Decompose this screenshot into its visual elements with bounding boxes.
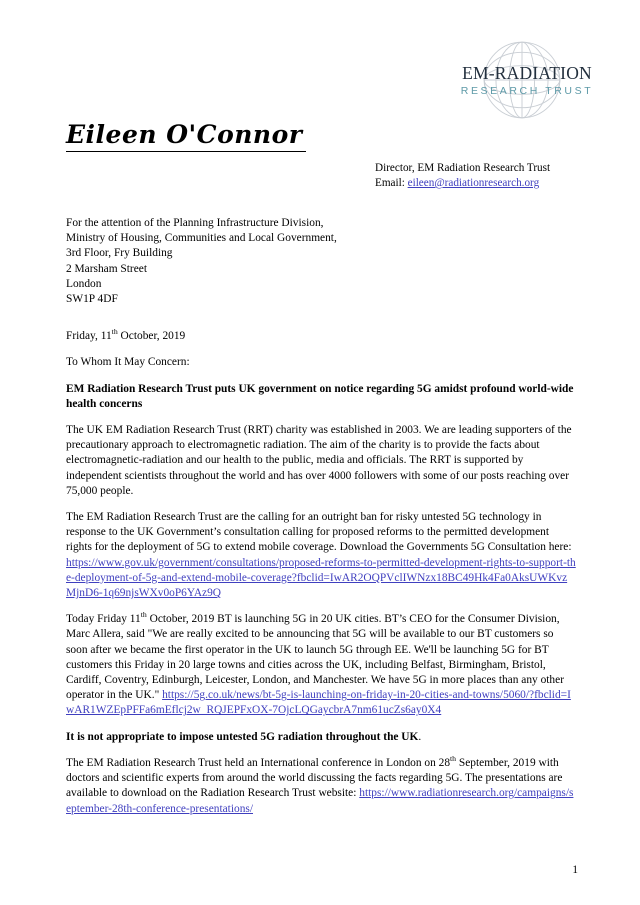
paragraph-2 <box>66 510 576 601</box>
address-line-1: For the attention of the Planning Infrastructure Division, <box>66 217 324 229</box>
date-suffix: October, 2019 <box>117 330 186 343</box>
paragraph-4-bold: It is not appropriate to impose untested 5G radiation throughout the UK <box>66 730 419 743</box>
letterhead-logo <box>452 38 602 122</box>
sender-details <box>375 161 580 191</box>
paragraph-3 <box>66 612 576 718</box>
paragraph-3-text: October, 2019 BT is launching 5G in 20 UK cities. BT’s CEO for the Consumer Division, Marc Allera, said "We are really excited to be announcing that 5G will be available to our BT customers so soon after we became the first operator in the UK to launch 5G through EE. We'll be launching 5G for BT customers this Friday in 20 large towns and cities across the UK, including Belfast, Birmingham, Bristol, Cardiff, Coventry, Edinburgh, Leicester, London, and Manchester. We have 5G in more places than any other operator in the UK." <box>66 613 564 702</box>
paragraph-4 <box>66 730 576 745</box>
date-prefix: Friday, 11 <box>66 330 112 343</box>
bt-5g-news-link[interactable]: https://5g.co.uk/news/bt-5g-is-launching-on-friday-in-20-cities-and-towns/5060/?fbclid=IwAR1WZEpPFFa6mEflcj2w_RQJEPFxOX-7OjcLQGaycbrA7nm61ucZs6ay0X4 <box>66 689 571 717</box>
address-line-2: Ministry of Housing, Communities and Local Government, <box>66 232 337 245</box>
address-line-3: 3rd Floor, Fry Building <box>66 247 173 260</box>
conference-presentations-link[interactable]: https://www.radiationresearch.org/campaigns/september-28th-conference-presentations/ <box>66 787 574 815</box>
page-number: 1 <box>572 864 578 876</box>
gov-consultation-link[interactable]: https://www.gov.uk/government/consultations/proposed-reforms-to-permitted-development-rights-to-support-the-deployment-of-5g-and-extend-mobile-coverage?fbclid=IwAR2OQPVclIWNzx18BC49Hk4Fa0AksUWKvzMjnD6-1q69njsWXv0oP6YAz9Q <box>66 556 576 600</box>
signature-rule <box>66 151 306 152</box>
letter-date <box>66 329 576 344</box>
address-line-4: 2 Marsham Street <box>66 262 147 275</box>
paragraph-5-text: September, 2019 with doctors and scientific experts from around the world discussing the facts regarding 5G. The presentations are available to download on the Radiation Research Trust website: <box>66 756 563 800</box>
address-line-6: SW1P 4DF <box>66 293 118 306</box>
address-line-5: London <box>66 277 102 290</box>
letter-headline: EM Radiation Research Trust puts UK government on notice regarding 5G amidst profound world-wide health concerns <box>66 382 574 410</box>
sender-email-line <box>375 176 580 191</box>
signature-name: Eileen O'Connor <box>66 120 303 149</box>
paragraph-5-ordinal: th <box>450 754 457 764</box>
signature-block <box>66 122 366 152</box>
logo-title: EM-RADIATION <box>462 63 592 83</box>
date-ordinal: th <box>111 327 118 337</box>
paragraph-2-text: The EM Radiation Research Trust are the calling for an outright ban for risky untested 5G technology in response to the UK Government’s consultation calling for proposed reforms to the permitted development rights for the deployment of 5G to extend mobile coverage. Download the Governments 5G Consultation here: <box>66 511 572 554</box>
sender-email-link[interactable]: eileen@radiationresearch.org <box>407 177 540 189</box>
logo-wordmark <box>452 65 602 96</box>
paragraph-1: The UK EM Radiation Research Trust (RRT) charity was established in 2003. We are leading supporters of the precautionary approach to electromagnetic radiation. The aim of the charity is to provide the facts about electromagnetic-radiation and our health to the public, media and officials. The RRT is supported by independent scientists throughout the world and has over 4000 followers with some of our posts reaching over 75,000 people. <box>66 424 572 497</box>
letter-body <box>66 216 576 828</box>
paragraph-3-prefix: Today Friday 11 <box>66 613 141 626</box>
logo-subtitle: RESEARCH TRUST <box>460 84 594 97</box>
paragraph-5-prefix: The EM Radiation Research Trust held an International conference in London on 28 <box>66 756 451 769</box>
paragraph-4-period: . <box>418 730 422 743</box>
sender-title: Director, EM Radiation Research Trust <box>375 162 551 174</box>
spacer-after-address <box>66 318 576 329</box>
salutation: To Whom It May Concern: <box>66 356 190 369</box>
recipient-address <box>66 216 576 307</box>
paragraph-5 <box>66 756 576 817</box>
email-label: Email: <box>375 177 408 189</box>
paragraph-3-ordinal: th <box>140 610 147 620</box>
